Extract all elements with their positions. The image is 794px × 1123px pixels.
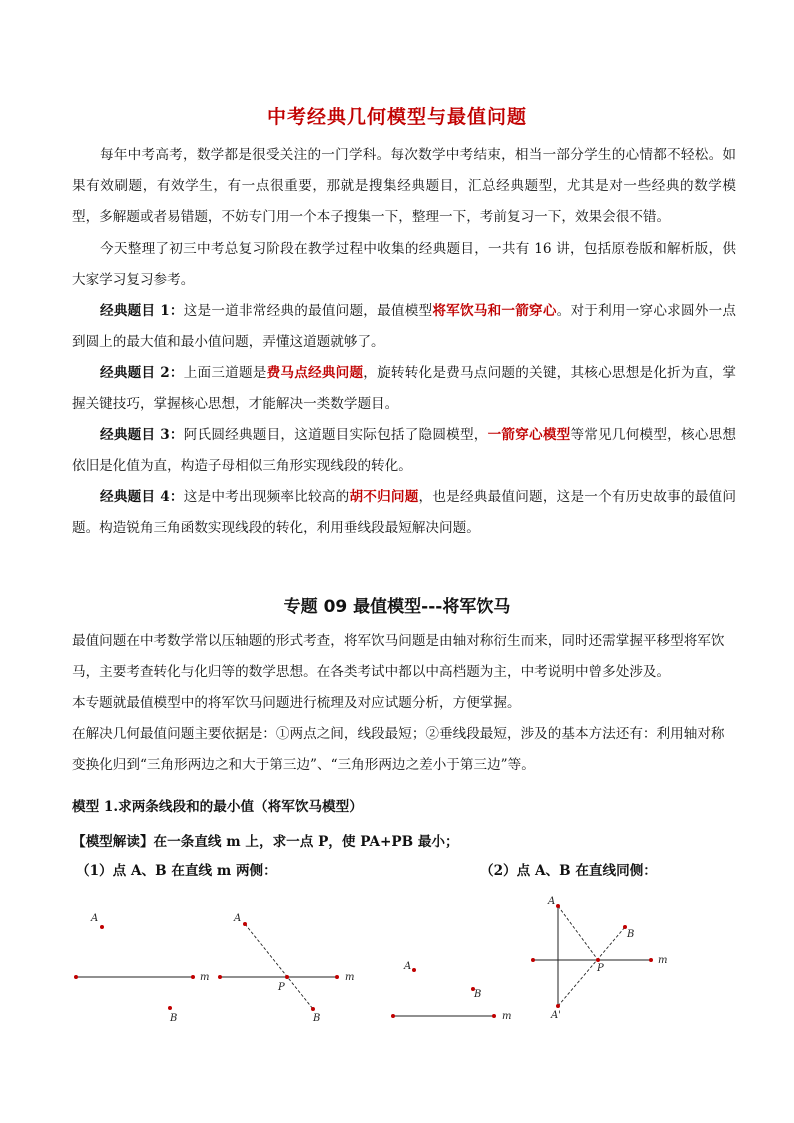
point-a [412,968,416,972]
line-endpoint [649,958,653,962]
point-a [100,925,104,929]
point-p [596,958,600,962]
item-2-before: 上面三道题是 [183,365,267,381]
case-2-label: （2）点 A、B 在直线同侧： [480,863,657,879]
item-1-label: 经典题目 1： [100,303,184,319]
item-2-after: ，旋转转化是费马点问题的关键，其核心思想是化折为直，掌握关键技巧，掌握核心思想，才能解决一类数学题目。 [72,365,737,412]
label-b: B [474,989,482,1000]
item-1-highlight: 将军饮马和一箭穿心 [432,303,557,319]
label-m: m [658,955,668,966]
section-title: 专题 09 最值模型---将军饮马 [283,597,511,617]
line-endpoint [191,975,195,979]
point-b [168,1006,172,1010]
label-b: B [170,1013,178,1024]
item-4-highlight: 胡不归问题 [349,489,419,505]
point-a [556,904,560,908]
item-2-label: 经典题目 2： [100,365,184,381]
item-3-after: 等常见几何模型，核心思想依旧是化值为直，构造子母相似三角形实现线段的转化。 [72,427,737,474]
figure-3 [391,961,511,1022]
segment-ab [245,924,313,1009]
item-4-before: 这是中考出现频率比较高的 [183,489,350,505]
point-b [311,1007,315,1011]
item-2-highlight: 费马点经典问题 [266,365,364,381]
item-4-label: 经典题目 4： [100,489,184,505]
line-endpoint [492,1014,496,1018]
line-endpoint [218,975,222,979]
section-paragraph-1: 最值问题在中考数学常以压轴题的形式考查，将军饮马问题是由轴对称衍生而来，同时还需掌握平移型将军饮马，主要考查转化与化归等的数学思想。在各类考试中都以中高档题为主，中考说明中曾多处涉及。 [72,633,725,680]
point-a-prime [556,1004,560,1008]
label-b: B [627,929,635,940]
label-a-prime: A' [551,1010,561,1021]
item-3-label: 经典题目 3： [100,427,184,443]
model-heading: 模型 1.求两条线段和的最小值（将军饮马模型） [72,799,363,815]
line-endpoint [391,1014,395,1018]
document-title: 中考经典几何模型与最值问题 [266,106,527,128]
label-a: A [91,913,99,924]
item-4-after: ，也是经典最值问题，这是一个有历史故事的最值问题。构造锐角三角函数实现线段的转化，利用垂线段最短解决问题。 [72,489,737,536]
item-3-highlight: 一箭穿心模型 [487,427,571,443]
section-paragraph-3: 在解决几何最值问题主要依据是：①两点之间，线段最短；②垂线段最短，涉及的基本方法还有：利用轴对称变换化归到“三角形两边之和大于第三边”、“三角形两边之差小于第三边”等。 [72,726,725,773]
figure-1 [74,913,209,1024]
item-1-after: 。对于利用一穿心求圆外一点到圆上的最大值和最小值问题，弄懂这道题就够了。 [72,303,737,350]
label-p: P [597,963,604,974]
figure-4 [531,896,667,1021]
label-a: A [404,961,412,972]
label-a: A [234,913,242,924]
segment-ap [558,906,598,960]
case-1-label: （1）点 A、B 在直线 m 两侧： [76,863,277,879]
line-endpoint [74,975,78,979]
label-m: m [502,1011,512,1022]
segment-a-prime-b [558,927,625,1006]
line-endpoint [531,958,535,962]
intro-paragraph-2: 今天整理了初三中考总复习阶段在教学过程中收集的经典题目，一共有 16 讲，包括原卷版和解析版，供大家学习复习参考。 [72,241,736,288]
point-a [243,922,247,926]
intro-paragraph-1: 每年中考高考，数学都是很受关注的一门学科。每次数学中考结束，相当一部分学生的心情都不轻松。如果有效刷题，有效学生，有一点很重要，那就是搜集经典题目，汇总经典题型，尤其是对一些经典的数学模型，多解题或者易错题，不妨专门用一个本子搜集一下，整理一下，考前复习一下，效果会很不错。 [72,147,736,225]
section-paragraph-2: 本专题就最值模型中的将军饮马问题进行梳理及对应试题分析，方便掌握。 [72,695,521,711]
label-m: m [200,972,210,983]
line-endpoint [335,975,339,979]
figure-2 [218,913,354,1024]
label-b: B [313,1013,321,1024]
model-description: 【模型解读】在一条直线 m 上，求一点 P，使 PA+PB 最小； [72,834,459,850]
item-1-before: 这是一道非常经典的最值问题，最值模型 [183,303,433,319]
label-p: P [278,982,285,993]
label-a: A [548,896,556,907]
point-p [285,975,289,979]
item-3-before: 阿氏圆经典题目，这道题目实际包括了隐圆模型， [183,427,488,443]
label-m: m [345,972,355,983]
